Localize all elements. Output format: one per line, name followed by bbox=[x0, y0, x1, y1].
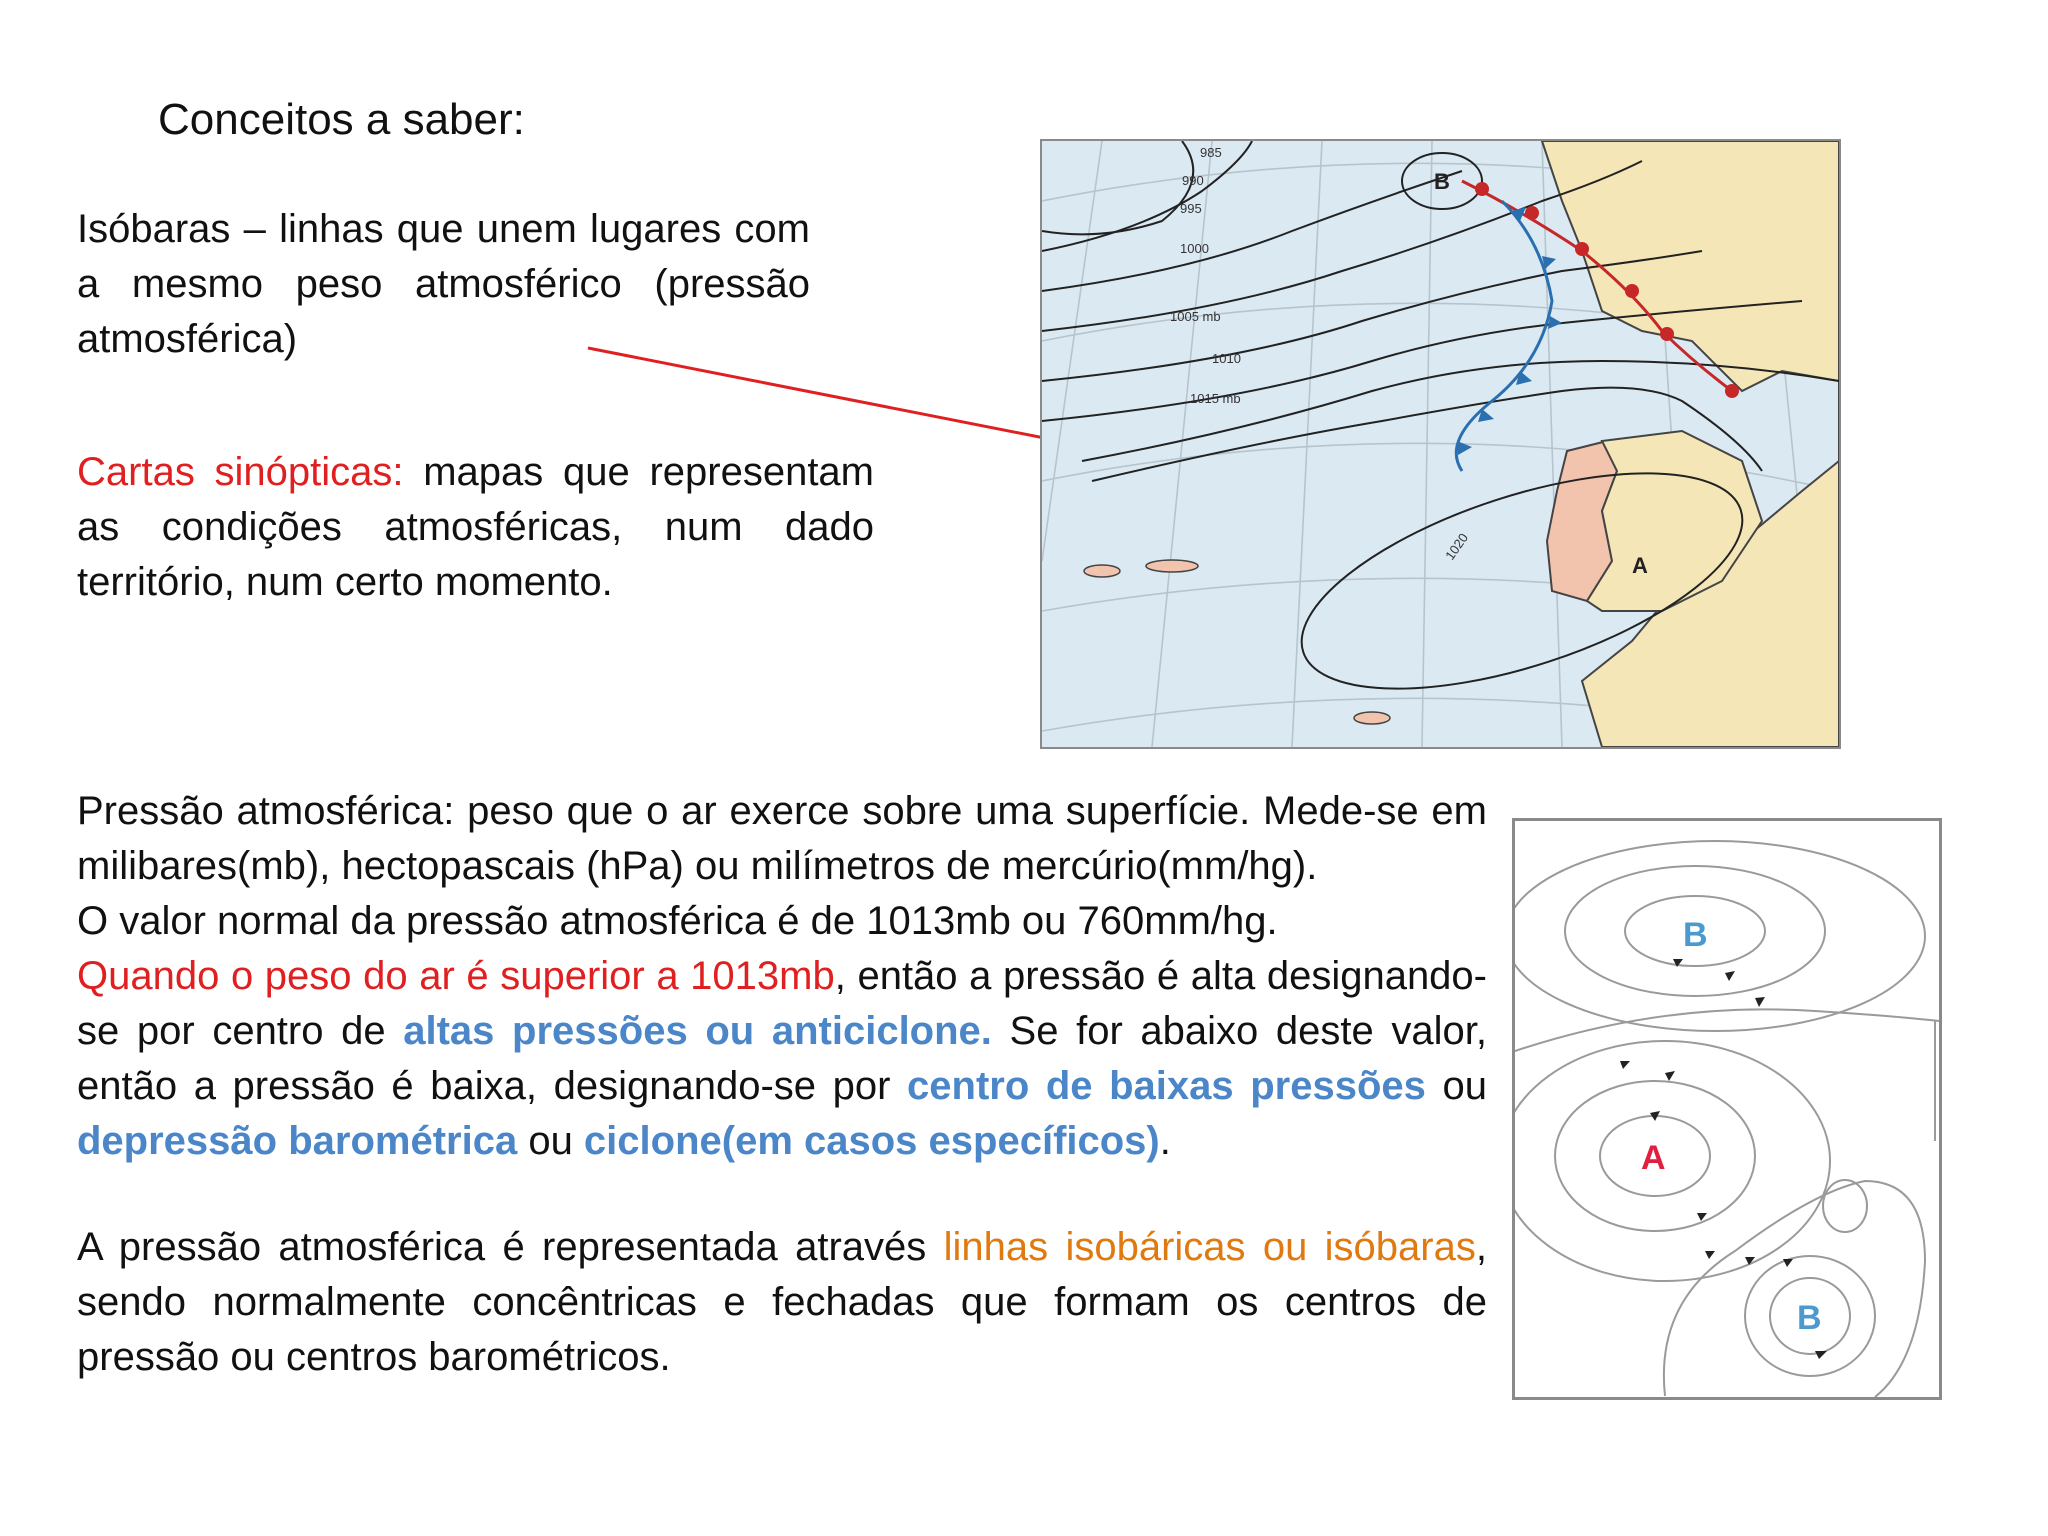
depressao-term: depressão barométrica bbox=[77, 1119, 518, 1163]
pressao-mid-1: , então a pressão é alta designando-se por centro de bbox=[77, 954, 1487, 1053]
isobar-label-1015: 1015 mb bbox=[1190, 391, 1241, 406]
isobaras-text: – linhas que unem lugares com a mesmo peso atmosférico (pressão atmosférica) bbox=[77, 207, 810, 361]
slide-title: Conceitos a saber: bbox=[158, 95, 525, 144]
pointer-arrow bbox=[580, 340, 1100, 460]
isobar-label-990: 990 bbox=[1182, 173, 1204, 188]
high-pressure-label-top: A bbox=[1632, 553, 1648, 578]
isobaras-highlight: linhas isobáricas ou isóbaras bbox=[943, 1225, 1476, 1269]
representacao-paragraph bbox=[77, 1220, 1487, 1385]
isobar-label-985: 985 bbox=[1200, 145, 1222, 160]
altas-pressoes-term: altas pressões ou anticiclone. bbox=[403, 1009, 992, 1053]
isobar-label-995: 995 bbox=[1180, 201, 1202, 216]
synoptic-chart-drawing bbox=[1042, 141, 1839, 747]
representacao-start: A pressão atmosférica é representada através bbox=[77, 1225, 944, 1269]
pressao-line-1: Pressão atmosférica: peso que o ar exerce sobre uma superfície. Mede-se em milibares(mb), hectopascais (hPa) ou milímetros de mercúrio(mm/hg). bbox=[77, 789, 1487, 888]
pressao-paragraph bbox=[77, 784, 1487, 1169]
isobar-label-1010: 1010 bbox=[1212, 351, 1241, 366]
pressao-line-2: O valor normal da pressão atmosférica é de 1013mb ou 760mm/hg. bbox=[77, 899, 1278, 943]
isobar-diagram bbox=[1512, 818, 1942, 1400]
isobar-label-1000: 1000 bbox=[1180, 241, 1209, 256]
isobar-diagram-drawing bbox=[1515, 821, 1939, 1397]
cartas-definition bbox=[77, 445, 874, 610]
low-pressure-label-2: B bbox=[1797, 1299, 1822, 1337]
isobaras-term: Isóbaras bbox=[77, 207, 231, 251]
pressao-ou-1: ou bbox=[1425, 1064, 1488, 1108]
ciclone-term: ciclone(em casos específicos) bbox=[583, 1119, 1160, 1163]
high-pressure-label: A bbox=[1641, 1139, 1666, 1177]
low-pressure-label-top: B bbox=[1434, 169, 1450, 194]
baixas-pressoes-term: centro de baixas pressões bbox=[907, 1064, 1426, 1108]
cartas-term: Cartas sinópticas: bbox=[77, 450, 404, 494]
pressao-red-phrase: Quando o peso do ar é superior a 1013mb bbox=[77, 954, 835, 998]
pressao-end: . bbox=[1159, 1119, 1171, 1163]
cartas-text: mapas que representam as condições atmosféricas, num dado território, num certo momento. bbox=[77, 450, 874, 604]
pressao-mid-2: Se for abaixo deste valor, então a pressão é baixa, designando-se por bbox=[77, 1009, 1487, 1108]
isobar-label-1005: 1005 mb bbox=[1170, 309, 1221, 324]
representacao-end: , sendo normalmente concêntricas e fechadas que formam os centros de pressão ou centros barométricos. bbox=[77, 1225, 1487, 1379]
low-pressure-label-1: B bbox=[1683, 916, 1708, 954]
pressao-ou-2: ou bbox=[517, 1119, 584, 1163]
synoptic-chart bbox=[1040, 139, 1841, 749]
isobar-label-1020: 1020 bbox=[1442, 530, 1472, 563]
